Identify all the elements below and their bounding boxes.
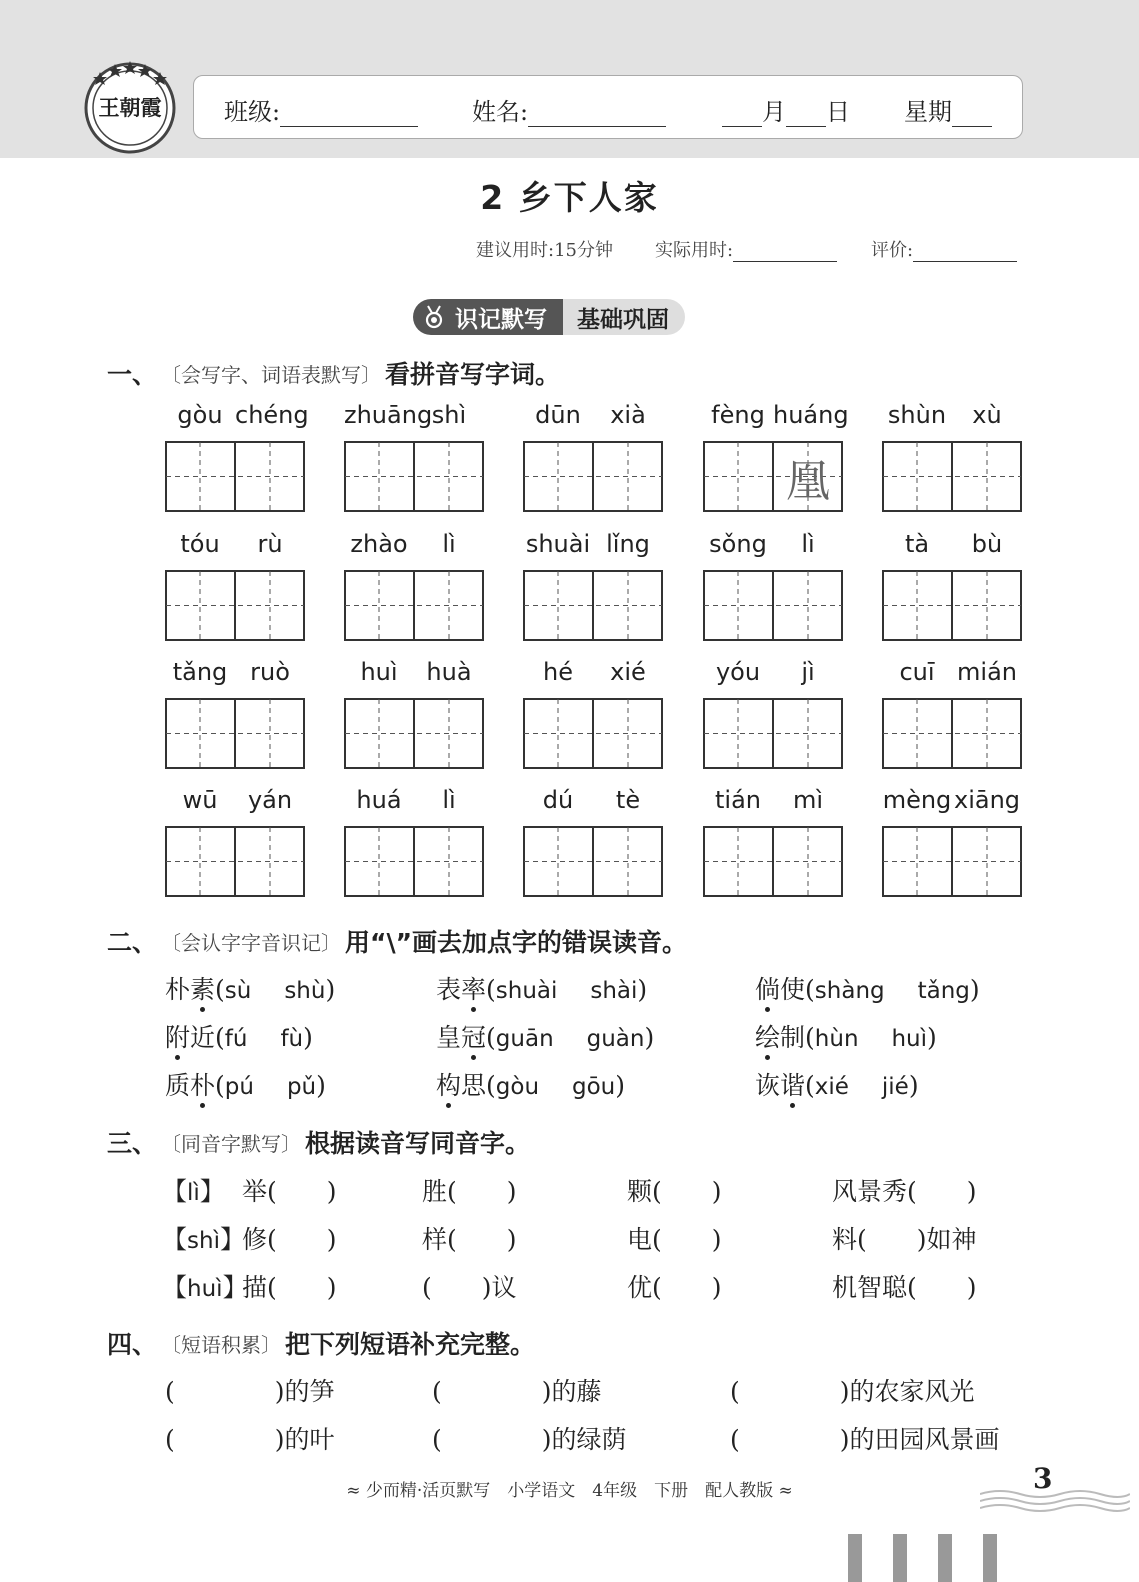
fill-blank-item[interactable]: 优( ): [627, 1273, 722, 1302]
paren: (: [486, 1023, 496, 1052]
fill-blank-item[interactable]: 胜( ): [422, 1177, 517, 1206]
paren: ): [303, 1023, 313, 1052]
paren: ): [637, 975, 648, 1004]
spacer: [554, 1023, 587, 1052]
pinyin-label: zhào: [350, 530, 408, 558]
section-badge-right: 基础巩固: [563, 299, 685, 335]
pinyin-label: sǒng: [709, 530, 767, 558]
given-character: 凰: [786, 455, 830, 507]
paren: (: [215, 1023, 225, 1052]
section-badge-left: 识记默写: [413, 299, 563, 335]
medal-icon: [423, 305, 445, 329]
word-char: 倘: [755, 970, 780, 1006]
pronunciation-item[interactable]: [436, 1066, 625, 1102]
pinyin-label: bù: [971, 530, 1003, 558]
class-field[interactable]: [224, 92, 418, 127]
pinyin-label: mì: [792, 786, 824, 814]
spacer: [254, 1071, 287, 1100]
pinyin-label: lì: [442, 786, 456, 814]
tianzige-box[interactable]: [165, 570, 305, 641]
paren: ): [908, 1071, 919, 1100]
fill-blank-item[interactable]: 描( ): [242, 1273, 337, 1302]
tianzige-box[interactable]: [523, 698, 663, 769]
q2-heading: 二、 〔会认字字音识记〕 用“\”画去加点字的错误读音。: [107, 928, 688, 957]
paren: (: [805, 1071, 815, 1100]
reading-option[interactable]: guàn: [586, 1026, 645, 1052]
reading-option[interactable]: fú: [224, 1026, 248, 1052]
pinyin-label: yóu: [715, 658, 761, 686]
fill-blank-item[interactable]: 电( ): [627, 1225, 722, 1254]
paren: ): [325, 975, 336, 1004]
reading-option[interactable]: shàng: [814, 978, 885, 1004]
brand-logo: [82, 58, 178, 154]
tianzige-box[interactable]: [523, 570, 663, 641]
paren: (: [215, 975, 225, 1004]
phrase-blank-item[interactable]: ( )的农家风光: [730, 1377, 975, 1406]
week-blank[interactable]: [952, 102, 992, 127]
word-char: 制: [780, 1023, 806, 1052]
q4-heading: 四、 〔短语积累〕 把下列短语补充完整。: [107, 1330, 536, 1359]
name-field[interactable]: [472, 92, 666, 127]
pinyin-label: zhuāng: [344, 401, 433, 429]
pinyin-label: lǐng: [606, 530, 650, 558]
tianzige-box[interactable]: [703, 570, 843, 641]
word-char: 朴: [190, 1066, 215, 1102]
name-label: 姓名:: [472, 98, 529, 126]
phrase-blank-item[interactable]: ( )的叶: [165, 1425, 335, 1454]
footer-text: 少而精·活页默写 小学语文 4年级 下册 配人教版: [365, 1481, 774, 1501]
tianzige-box[interactable]: [523, 826, 663, 897]
pinyin-label: shì: [431, 401, 467, 429]
fill-blank-item[interactable]: 样( ): [422, 1225, 517, 1254]
spacer: [885, 975, 918, 1004]
reading-option[interactable]: guān: [495, 1026, 554, 1052]
spacer: [859, 1023, 892, 1052]
phrase-blank-item[interactable]: ( )的绿荫: [432, 1425, 627, 1454]
pronunciation-item[interactable]: [436, 1018, 654, 1054]
day-label: 日: [826, 98, 850, 126]
pronunciation-item[interactable]: [755, 1066, 919, 1102]
paren: ): [316, 1071, 326, 1100]
month-blank[interactable]: [722, 102, 762, 127]
pinyin-label: xié: [610, 658, 646, 686]
phrase-blank-item[interactable]: ( )的笋: [165, 1377, 335, 1406]
pinyin-label: huà: [426, 658, 472, 686]
pronunciation-item[interactable]: [755, 970, 980, 1006]
paren: ): [969, 975, 980, 1004]
pinyin-label: xù: [972, 401, 1002, 429]
reading-option[interactable]: hùn: [814, 1026, 859, 1052]
pinyin-label: dūn: [535, 401, 581, 429]
paren: (: [805, 1023, 815, 1052]
reading-option[interactable]: tǎng: [917, 978, 970, 1004]
word-char: 谐: [780, 1066, 805, 1102]
pinyin-label: dú: [542, 786, 574, 814]
pinyin-label: huì: [360, 658, 398, 686]
phrase-blank-item[interactable]: ( )的藤: [432, 1377, 602, 1406]
pronunciation-item[interactable]: [165, 970, 335, 1006]
actual-time-blank[interactable]: [733, 241, 837, 262]
paren: (: [486, 975, 496, 1004]
reading-option[interactable]: shuài: [495, 978, 558, 1004]
evaluation[interactable]: 评价:: [871, 236, 1017, 262]
tianzige-box[interactable]: [344, 698, 484, 769]
pinyin-label: chéng: [235, 401, 309, 429]
tianzige-box[interactable]: [703, 698, 843, 769]
tianzige-box[interactable]: [165, 698, 305, 769]
tab-bars-decoration: [848, 1530, 1008, 1582]
fill-blank-item[interactable]: 机智聪( ): [832, 1273, 977, 1302]
pinyin-label: yán: [247, 786, 293, 814]
section-badge: [413, 299, 685, 335]
pinyin-label: tián: [715, 786, 761, 814]
pinyin-label: ruò: [250, 658, 290, 686]
pinyin-label: cuī: [899, 658, 935, 686]
spacer: [247, 1023, 280, 1052]
spacer: [251, 975, 284, 1004]
pinyin-label: tè: [615, 786, 641, 814]
evaluation-blank[interactable]: [913, 241, 1017, 262]
paren: (: [805, 975, 815, 1004]
pinyin-label: mián: [957, 658, 1017, 686]
tianzige-box[interactable]: [344, 441, 484, 512]
word-char: 素: [190, 970, 215, 1006]
word-char: 率: [461, 970, 486, 1006]
reading-option[interactable]: gòu: [495, 1074, 540, 1100]
reading-option[interactable]: sù: [224, 978, 252, 1004]
actual-time[interactable]: 实际用时:: [655, 236, 837, 262]
pronunciation-item[interactable]: [755, 1018, 937, 1054]
reading-option[interactable]: huì: [891, 1026, 928, 1052]
pinyin-label: mèng: [882, 786, 952, 814]
word-char: 绘: [755, 1018, 780, 1054]
reading-option[interactable]: shù: [284, 978, 326, 1004]
date-field[interactable]: [722, 92, 850, 127]
pinyin-label: tǎng: [172, 658, 228, 686]
word-char: 思: [461, 1071, 487, 1100]
word-char: 朴: [165, 975, 191, 1004]
week-label: 星期: [904, 98, 952, 126]
pinyin-label: gòu: [177, 401, 223, 429]
tianzige-box[interactable]: [703, 441, 843, 512]
student-info-box: [193, 75, 1023, 139]
tianzige-box[interactable]: [703, 826, 843, 897]
paren: (: [486, 1071, 496, 1100]
pinyin-label: fèng: [711, 401, 765, 429]
word-char: 质: [165, 1071, 191, 1100]
paren: (: [215, 1071, 225, 1100]
page-title: 2 乡下人家: [480, 178, 659, 217]
fill-blank-item[interactable]: 料( )如神: [832, 1225, 977, 1254]
pinyin-label: wū: [182, 786, 218, 814]
spacer: [539, 1071, 572, 1100]
pinyin-label: tà: [904, 530, 930, 558]
fill-blank-item[interactable]: 风景秀( ): [832, 1177, 977, 1206]
word-char: 诙: [755, 1071, 781, 1100]
reading-option[interactable]: gōu: [572, 1074, 616, 1100]
pinyin-label: huá: [356, 786, 402, 814]
wave-decoration-icon: [980, 1486, 1130, 1516]
reading-option[interactable]: shài: [590, 978, 638, 1004]
wave-icon: ≈: [346, 1481, 366, 1501]
fill-blank-item[interactable]: ( )议: [422, 1273, 517, 1302]
word-char: 近: [190, 1023, 216, 1052]
pinyin-label: hé: [543, 658, 573, 686]
footer: [0, 1476, 1139, 1501]
reading-option[interactable]: pú: [224, 1074, 254, 1100]
logo-text: 王朝霞: [98, 95, 162, 120]
tianzige-box[interactable]: [344, 826, 484, 897]
q3-heading: 三、 〔同音字默写〕 根据读音写同音字。: [107, 1129, 531, 1158]
phrase-blank-item[interactable]: ( )的田园风景画: [730, 1425, 1000, 1454]
tianzige-box[interactable]: [344, 570, 484, 641]
pronunciation-item[interactable]: [436, 970, 647, 1006]
fill-blank-item[interactable]: 举( ): [242, 1177, 337, 1206]
name-blank[interactable]: [528, 102, 666, 127]
pinyin-label: xià: [610, 401, 646, 429]
pinyin-bracket: 【huì】: [162, 1273, 248, 1302]
tianzige-box[interactable]: [882, 826, 1022, 897]
tianzige-box[interactable]: [165, 441, 305, 512]
pronunciation-item[interactable]: [165, 1066, 326, 1102]
pronunciation-item[interactable]: [165, 1018, 313, 1054]
paren: ): [615, 1071, 626, 1100]
pinyin-label: shùn: [887, 401, 947, 429]
pinyin-label: rù: [257, 530, 283, 558]
pinyin-label: xiāng: [953, 786, 1021, 814]
tianzige-box[interactable]: [523, 441, 663, 512]
word-char: 构: [436, 1066, 461, 1102]
suggested-time: 建议用时:15分钟: [476, 240, 613, 261]
spacer: [849, 1071, 882, 1100]
class-blank[interactable]: [280, 102, 418, 127]
word-char: 皇: [436, 1023, 462, 1052]
weekday-field[interactable]: [904, 92, 992, 127]
month-label: 月: [762, 98, 786, 126]
pinyin-label: lì: [801, 530, 815, 558]
reading-option[interactable]: jié: [881, 1074, 909, 1100]
pinyin-label: jì: [801, 658, 815, 686]
wave-icon: ≈: [773, 1481, 793, 1501]
fill-blank-item[interactable]: 颗( ): [627, 1177, 722, 1206]
fill-blank-item[interactable]: 修( ): [242, 1225, 337, 1254]
paren: ): [927, 1023, 937, 1052]
day-blank[interactable]: [786, 102, 826, 127]
word-char: 使: [780, 975, 806, 1004]
tianzige-box[interactable]: [882, 441, 1022, 512]
pinyin-label: huáng: [773, 401, 849, 429]
class-label: 班级:: [224, 98, 281, 126]
reading-option[interactable]: xié: [814, 1074, 849, 1100]
paren: ): [644, 1023, 655, 1052]
tianzige-box[interactable]: [165, 826, 305, 897]
tianzige-box[interactable]: [882, 698, 1022, 769]
page-number: 3: [1033, 1462, 1053, 1495]
spacer: [557, 975, 590, 1004]
word-char: 冠: [461, 1018, 486, 1054]
pinyin-bracket: 【lì】: [162, 1177, 225, 1206]
tianzige-box[interactable]: [882, 570, 1022, 641]
reading-option[interactable]: pǔ: [286, 1074, 317, 1100]
pinyin-label: tóu: [180, 530, 220, 558]
word-char: 附: [165, 1018, 190, 1054]
word-char: 表: [436, 975, 462, 1004]
reading-option[interactable]: fù: [280, 1026, 304, 1052]
pinyin-label: lì: [442, 530, 456, 558]
pinyin-label: shuài: [525, 530, 591, 558]
q1-heading: 一、 〔会写字、词语表默写〕 看拼音写字词。: [107, 360, 561, 389]
pinyin-bracket: 【shì】: [162, 1225, 245, 1254]
